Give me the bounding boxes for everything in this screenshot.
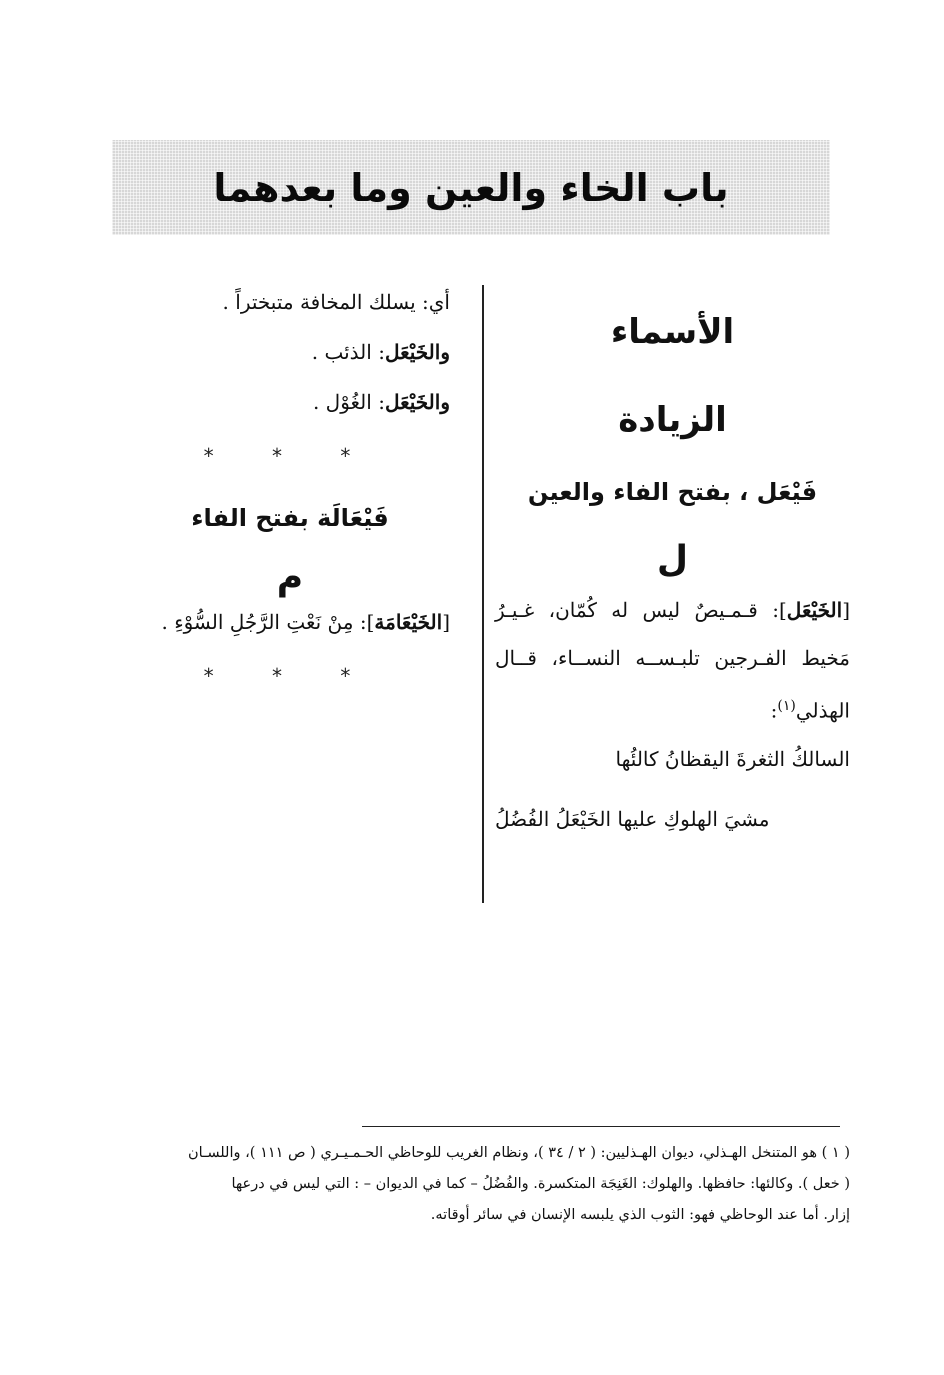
- headword: الخَيْعَل: [786, 598, 843, 622]
- meaning-ghoul: [130, 390, 450, 414]
- column-divider: [482, 285, 484, 903]
- subsection-title: الزيادة: [618, 400, 727, 440]
- open-bracket: [: [442, 610, 450, 634]
- right-column: [495, 300, 850, 831]
- headword: الخَيْعَامَة: [374, 610, 443, 634]
- section-separator-stars: * * *: [203, 664, 377, 688]
- root-letter: ل: [656, 539, 689, 580]
- chapter-banner: [112, 140, 830, 235]
- verse-first-hemistich: السالكُ الثغرةَ اليقظانُ كالئُها: [615, 746, 850, 771]
- verse-second-hemistich: مشيَ الهلوكِ عليها الخَيْعَلُ الفُضُلُ: [495, 806, 770, 831]
- pattern-title: فَيْعَل ، بفتح الفاء والعين: [527, 478, 818, 506]
- meaning-wolf: [130, 340, 450, 364]
- close-bracket: ]: [778, 598, 787, 622]
- entry-paragraph: [495, 586, 850, 735]
- footnotes: [108, 1138, 850, 1231]
- entry-paragraph: [130, 610, 450, 634]
- entry-definition: : مِنْ نَعْتِ الرَّجُلِ السُّوْءِ .: [161, 610, 367, 634]
- footnote-line: ( خعل ). وكالئها: حافظها. والهلوك: الغَنِجَة المتكسرة. والفُضُلُ – كما في الديوان – : التي ليس في درعها: [231, 1176, 850, 1192]
- meaning-word: والخَيْعَل: [384, 390, 450, 414]
- pattern-title: فَيْعَالَة بفتح الفاء: [191, 504, 389, 532]
- footnote-line: ( ١ ) هو المتنخل الهـذلي، ديوان الهـذليين: ( ٢ / ٣٤ )، ونظام الغريب للوحاظي الحـمـيـري ( ص ١١١ )، واللسـان: [188, 1145, 850, 1161]
- close-bracket: ]: [366, 610, 375, 634]
- left-column: [130, 290, 450, 688]
- footnote-ref: (١): [777, 698, 796, 714]
- meaning-gloss: : الذئب .: [311, 340, 385, 364]
- root-letter: م: [276, 557, 304, 598]
- meaning-word: والخَيْعَل: [384, 340, 450, 364]
- footnote-rule: [362, 1126, 840, 1127]
- footnote-line: إزار. أما عند الوحاظي فهو: الثوب الذي يلبسه الإنسان في سائر أوقاته.: [430, 1207, 850, 1223]
- section-title: الأسماء: [610, 312, 735, 352]
- continuation-text: أي: يسلك المخافة متبختراً .: [222, 290, 450, 314]
- chapter-title: باب الخاء والعين وما بعدهما: [213, 165, 729, 210]
- open-bracket: [: [842, 598, 850, 622]
- entry-trailing: :: [770, 698, 778, 723]
- section-separator-stars: * * *: [203, 444, 377, 468]
- meaning-gloss: : الغُوْل .: [312, 390, 385, 414]
- entry-definition: : قـمـيصٌ ليس له كُمّان، غـيـرُ مَخيط الفـرجين تلبـســه النســاء، قــال الهذلي: [495, 598, 850, 723]
